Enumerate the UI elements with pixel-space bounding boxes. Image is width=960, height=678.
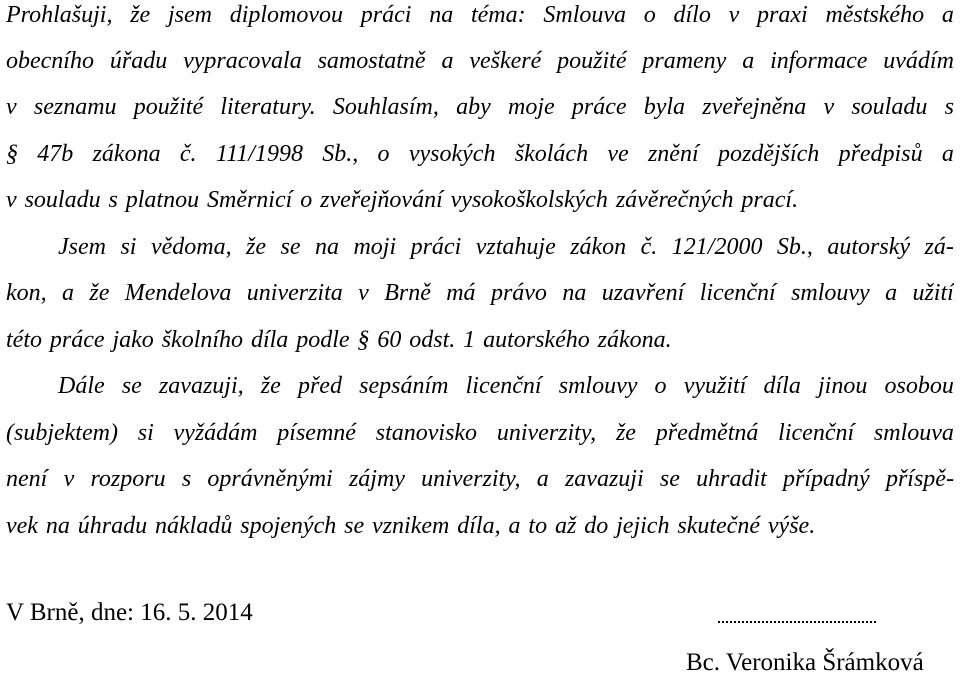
declaration-line: kon, a že Mendelova univerzita v Brně má právo na uzavření licenční smlouvy a užití (6, 280, 954, 306)
declaration-line: Dále se zavazuji, že před sepsáním licenční smlouvy o využití díla jinou osobou (58, 373, 954, 399)
place-and-date: V Brně, dne: 16. 5. 2014 (6, 599, 253, 626)
declaration-line: této práce jako školního díla podle § 60 odst. 1 autorského zákona. (6, 327, 672, 353)
declaration-line: (subjektem) si vyžádám písemné stanovisko univerzity, že předmětná licenční smlouva (6, 420, 954, 446)
declaration-line: není v rozporu s oprávněnými zájmy univerzity, a zavazuji se uhradit případný příspě- (6, 466, 954, 492)
signature-name: Bc. Veronika Šrámková (686, 649, 924, 676)
declaration-line: v souladu s platnou Směrnicí o zveřejňování vysokoškolských závěrečných prací. (6, 187, 799, 213)
declaration-line: § 47b zákona č. 111/1998 Sb., o vysokých školách ve znění pozdějších předpisů a (6, 141, 954, 167)
declaration-line: vek na úhradu nákladů spojených se vznikem díla, a to až do jejich skutečné výše. (6, 513, 816, 539)
declaration-line: obecního úřadu vypracovala samostatně a veškeré použité prameny a informace uvádím (6, 48, 954, 74)
signature-line (718, 621, 876, 623)
declaration-line: Prohlašuji, že jsem diplomovou práci na téma: Smlouva o dílo v praxi městského a (6, 2, 954, 28)
declaration-line: v seznamu použité literatury. Souhlasím, aby moje práce byla zveřejněna v souladu s (6, 94, 954, 120)
declaration-line: Jsem si vědoma, že se na moji práci vztahuje zákon č. 121/2000 Sb., autorský zá- (58, 234, 954, 260)
